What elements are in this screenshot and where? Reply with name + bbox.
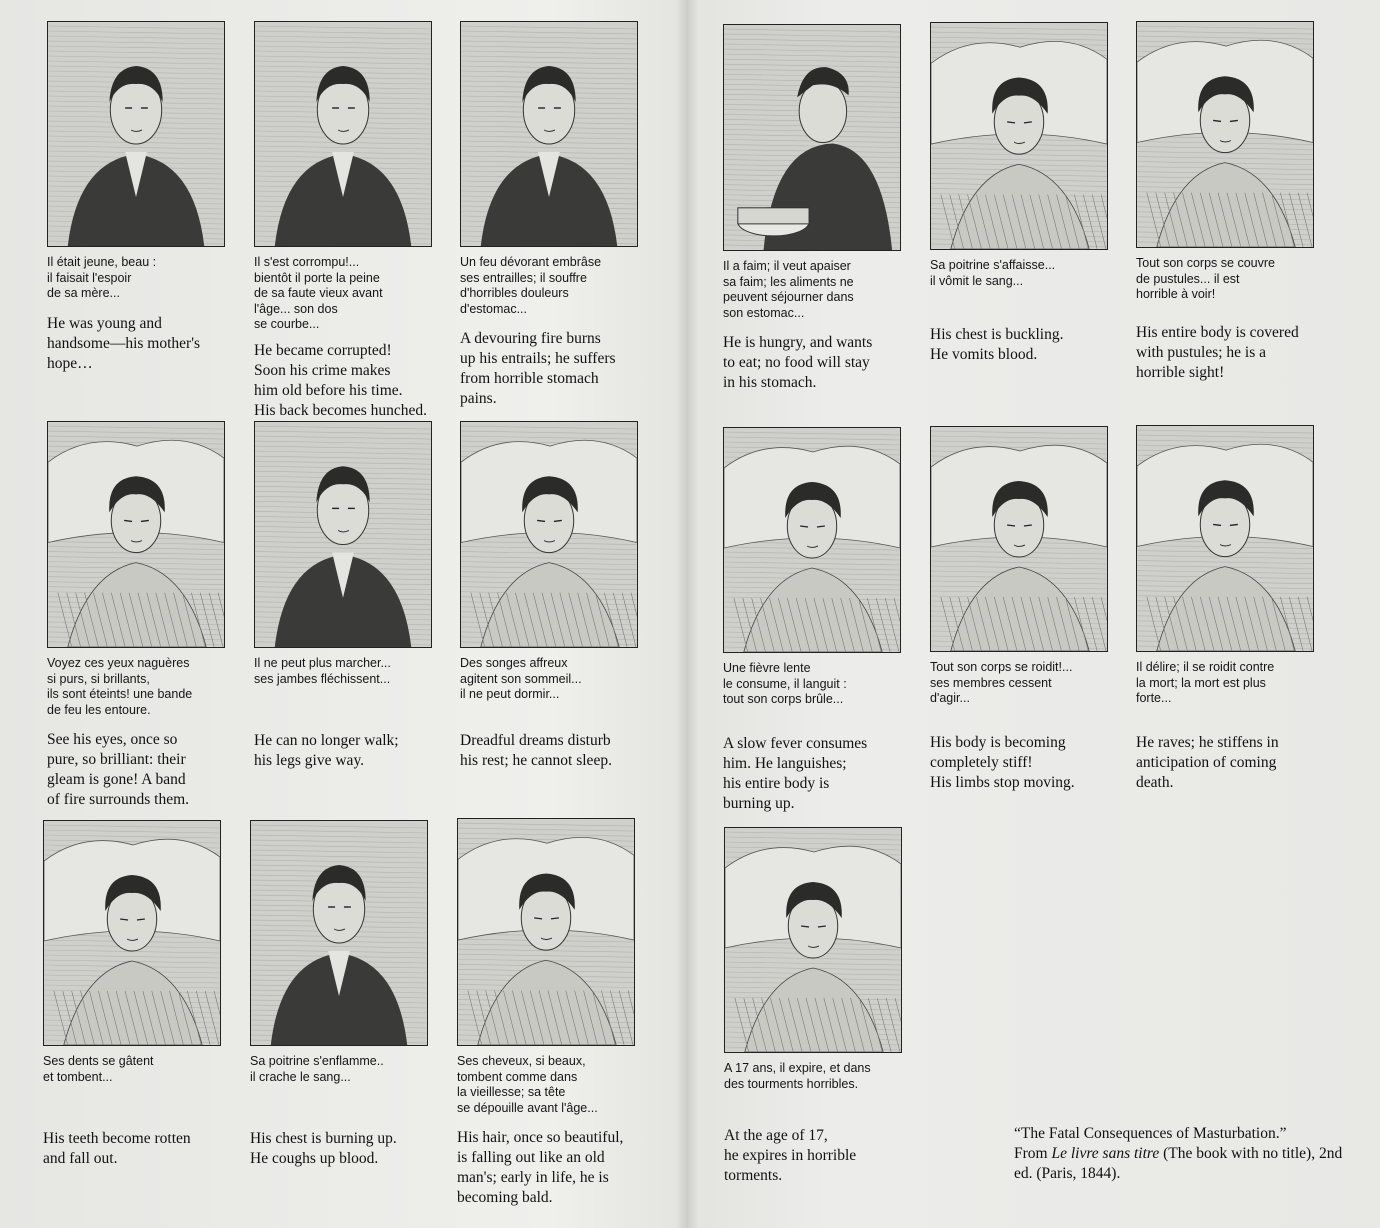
figure-sketch [738, 67, 892, 250]
figure-sketch [48, 440, 224, 647]
engraving-5 [930, 22, 1108, 250]
panel-8 [254, 421, 432, 771]
panel-16 [724, 827, 902, 1186]
english-caption: His hair, once so beautiful, is falling out like an old man's; early in life, he is becoming bald. [457, 1129, 624, 1206]
engraving-7 [47, 421, 225, 648]
panel-12 [1136, 425, 1314, 793]
figure-sketch [458, 837, 634, 1045]
english-caption: A slow fever consumes him. He languishes; his entire body is burning up. [723, 734, 868, 812]
engraving-9 [460, 421, 638, 648]
figure-sketch [461, 440, 637, 647]
credit-details: (The book with no title), 2nd ed. (Paris, 1844). [1014, 1145, 1343, 1182]
panel-13 [43, 820, 221, 1169]
engraving-10 [723, 427, 901, 653]
illustration [725, 828, 901, 1052]
english-caption: His body is becoming completely stiff! His limbs stop moving. [930, 733, 1075, 791]
engraving-2 [254, 21, 432, 247]
figure-sketch [1137, 444, 1313, 651]
illustration [1137, 22, 1313, 247]
figure-sketch [68, 66, 204, 246]
panel-15 [457, 818, 635, 1208]
french-caption: Sa poitrine s'enflamme.. il crache le sang... [250, 1054, 384, 1084]
engraving-6 [1136, 21, 1314, 248]
french-caption: Tout son corps se roidit!... ses membres cessent d'agir... [930, 660, 1073, 705]
french-caption: Un feu dévorant embrâse ses entrailles; il souffre d'horribles douleurs d'estomac... [460, 255, 602, 316]
figure-sketch [271, 865, 407, 1045]
figure-sketch [275, 66, 411, 246]
english-caption: A devouring fire burns up his entrails; he suffers from horrible stomach pains. [460, 330, 616, 407]
figure-sketch [931, 41, 1107, 249]
french-caption: Il était jeune, beau : il faisait l'espoir de sa mère... [47, 255, 157, 300]
french-caption: Il ne peut plus marcher... ses jambes fléchissent... [254, 656, 391, 686]
french-caption: Il a faim; il veut apaiser sa faim; les aliments ne peuvent séjourner dans son estomac... [723, 259, 854, 320]
panel-5 [930, 22, 1108, 365]
illustration [48, 422, 224, 647]
engraving-15 [457, 818, 635, 1046]
english-caption: At the age of 17, he expires in horrible torments. [724, 1127, 857, 1184]
illustration [931, 23, 1107, 249]
english-caption: His chest is buckling. He vomits blood. [930, 326, 1064, 363]
engraving-12 [1136, 425, 1314, 652]
panel-2 [254, 21, 432, 421]
illustration [724, 25, 900, 250]
illustration [255, 22, 431, 246]
english-caption: His chest is burning up. He coughs up blood. [250, 1130, 397, 1167]
french-caption: Ses dents se gâtent et tombent... [43, 1054, 154, 1084]
panel-3 [460, 21, 638, 409]
english-caption: He raves; he stiffens in anticipation of coming death. [1136, 733, 1279, 791]
english-caption: Dreadful dreams disturb his rest; he cannot sleep. [460, 731, 612, 769]
panel-4 [723, 24, 901, 393]
illustration [1137, 426, 1313, 651]
illustration [461, 422, 637, 647]
credit-book-title: Le livre sans titre [1051, 1145, 1160, 1162]
figure-sketch [724, 446, 900, 652]
illustration [461, 22, 637, 246]
french-caption: Des songes affreux agitent son sommeil... il ne peut dormir... [460, 656, 582, 701]
panel-11 [930, 426, 1108, 793]
english-caption: See his eyes, once so pure, so brilliant: their gleam is gone! A band of fire surrounds them. [47, 731, 190, 808]
french-caption: Sa poitrine s'affaisse... il vômit le sang... [930, 258, 1056, 288]
engraving-8 [254, 421, 432, 648]
panel-1 [47, 21, 225, 374]
french-caption: Voyez ces yeux naguères si purs, si brillants, ils sont éteints! une bande de feu les entoure. [47, 656, 193, 717]
illustration [251, 821, 427, 1045]
engraving-3 [460, 21, 638, 247]
french-caption: Il délire; il se roidit contre la mort; la mort est plus forte... [1136, 660, 1275, 705]
engraving-13 [43, 820, 221, 1046]
french-caption: Tout son corps se couvre de pustules... il est horrible à voir! [1136, 256, 1275, 301]
illustration [48, 22, 224, 246]
figure-credit [1014, 1124, 1344, 1184]
figure-sketch [1137, 40, 1313, 247]
engraving-14 [250, 820, 428, 1046]
english-caption: He was young and handsome—his mother's hope… [47, 314, 201, 372]
french-caption: A 17 ans, il expire, et dans des tourments horribles. [724, 1061, 871, 1091]
book-gutter [676, 0, 698, 1228]
panel-14 [250, 820, 428, 1169]
engraving-11 [930, 426, 1108, 652]
english-caption: He can no longer walk; his legs give way. [254, 732, 399, 769]
credit-from: From [1014, 1145, 1052, 1162]
english-caption: His entire body is covered with pustules; he is a horrible sight! [1136, 323, 1299, 381]
panel-7 [47, 421, 225, 810]
english-caption: He is hungry, and wants to eat; no food will stay in his stomach. [723, 334, 873, 391]
illustration [255, 422, 431, 647]
illustration [44, 821, 220, 1045]
figure-sketch [725, 846, 901, 1052]
figure-sketch [44, 839, 220, 1045]
french-caption: Une fièvre lente le consume, il languit : tout son corps brûle... [723, 661, 847, 706]
engraving-1 [47, 21, 225, 247]
english-caption: He became corrupted! Soon his crime makes him old before his time. His back becomes hunched. [254, 341, 428, 419]
french-caption: Il s'est corrompu!... bientôt il porte la peine de sa faute vieux avant l'âge... son dos se courbe... [254, 255, 383, 331]
panel-9 [460, 421, 638, 771]
engraving-4 [723, 24, 901, 251]
engraving-16 [724, 827, 902, 1053]
figure-sketch [931, 445, 1107, 651]
credit-title: “The Fatal Consequences of Masturbation.” [1014, 1125, 1287, 1142]
illustration [458, 819, 634, 1045]
illustration [724, 428, 900, 652]
english-caption: His teeth become rotten and fall out. [43, 1130, 191, 1167]
panel-10 [723, 427, 901, 814]
panel-6 [1136, 21, 1314, 383]
figure-sketch [481, 66, 617, 246]
figure-sketch [275, 466, 411, 647]
french-caption: Ses cheveux, si beaux, tombent comme dans la vieillesse; sa tête se dépouille avant l'âge... [457, 1054, 598, 1115]
illustration [931, 427, 1107, 651]
